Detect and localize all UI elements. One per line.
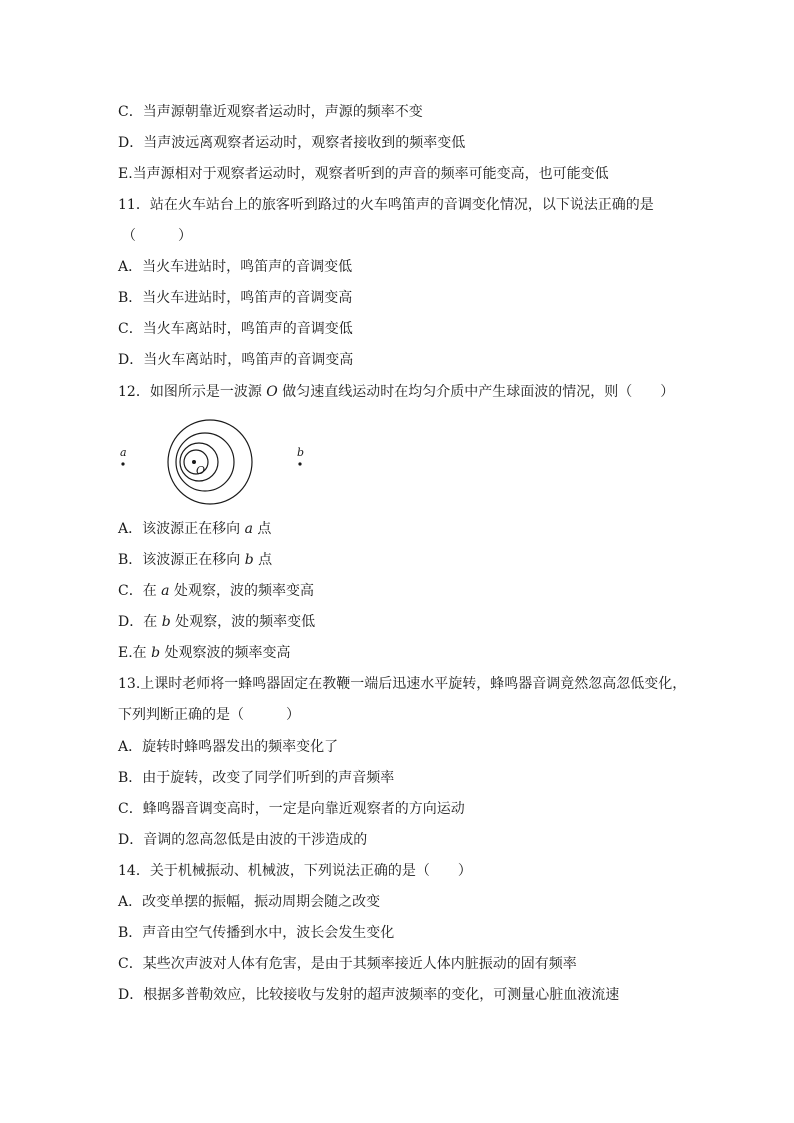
q11-stem: 11．站在火车站台上的旅客听到路过的火车鸣笛声的音调变化情况，以下说法正确的是 [118,197,654,213]
q12-option-b-text: B．该波源正在移向 [118,552,245,568]
moving-source-wavefronts-diagram [110,412,320,512]
q12-option-d [118,614,315,630]
q13-option-a: A．旋转时蜂鸣器发出的频率变化了 [118,739,339,755]
q14-stem: 14．关于机械振动、机械波，下列说法正确的是（ ） [118,863,472,879]
wave-source-figure [110,412,320,512]
q12-option-e-text: E.在 [118,645,152,661]
q13-stem-line-2: 下列判断正确的是（ ） [118,707,300,723]
q14-option-d: D．根据多普勒效应，比较接收与发射的超声波频率的变化，可测量心脏血液流速 [118,987,620,1003]
point-a-dot [121,462,124,465]
q12-option-b-var: b [244,552,254,568]
q14-option-b: B．声音由空气传播到水中，波长会发生变化 [118,925,395,941]
q11-answer-bracket: （ ） [122,228,192,244]
q12-option-d-tail: 处观察，波的频率变低 [170,614,316,630]
q12-stem-var: O [266,384,278,400]
q10-option-e: E.当声源相对于观察者运动时，观察者听到的声音的频率可能变高，也可能变低 [118,166,609,182]
q11-option-a: A．当火车进站时，鸣笛声的音调变低 [118,259,353,275]
q12-option-d-var: b [161,614,171,630]
q12-option-c-text: C．在 [118,583,162,599]
q12-option-d-text: D．在 [118,614,162,630]
q11-option-d: D．当火车离站时，鸣笛声的音调变高 [118,352,354,368]
q12-stem [118,384,674,400]
point-b-dot [298,462,301,465]
q12-option-a-var: a [244,521,253,537]
q14-option-c: C．某些次声波对人体有危害，是由于其频率接近人体内脏振动的固有频率 [118,956,577,972]
q12-option-e [118,645,291,661]
q14-option-a: A．改变单摆的振幅，振动周期会随之改变 [118,894,381,910]
wavefront-outer [168,420,252,504]
q10-option-c: C．当声源朝靠近观察者运动时，声源的频率不变 [118,104,423,120]
source-o-label: O [196,464,206,477]
q10-option-d: D．当声波远离观察者运动时，观察者接收到的频率变低 [118,135,466,151]
q12-option-e-var: b [151,645,161,661]
wavefront-middle [176,433,234,491]
q11-option-b: B．当火车进站时，鸣笛声的音调变高 [118,290,353,306]
q12-option-b [118,552,272,568]
point-b-label: b [297,446,305,459]
q12-option-a [118,521,271,537]
q13-option-b: B．由于旋转，改变了同学们听到的声音频率 [118,770,395,786]
q12-stem-text-2: 做匀速直线运动时在均匀介质中产生球面波的情况，则（ ） [277,384,675,400]
q12-option-c [118,583,314,599]
q12-option-a-text: A．该波源正在移向 [118,521,245,537]
q12-option-c-tail: 处观察，波的频率变高 [169,583,314,599]
point-a-label: a [120,446,127,459]
q13-stem-line-1: 13.上课时老师将一蜂鸣器固定在教鞭一端后迅速水平旋转，蜂鸣器音调竟然忽高忽低变化， [118,676,687,692]
q13-option-c: C．蜂鸣器音调变高时，一定是向靠近观察者的方向运动 [118,801,465,817]
q12-option-b-tail: 点 [253,552,273,568]
q13-option-d: D．音调的忽高忽低是由波的干涉造成的 [118,832,368,848]
q12-option-a-tail: 点 [252,521,272,537]
q11-option-c: C．当火车离站时，鸣笛声的音调变低 [118,321,353,337]
q12-option-e-tail: 处观察波的频率变高 [160,645,291,661]
q12-stem-text-1: 12．如图所示是一波源 [118,384,267,400]
q12-option-c-var: a [161,583,170,599]
